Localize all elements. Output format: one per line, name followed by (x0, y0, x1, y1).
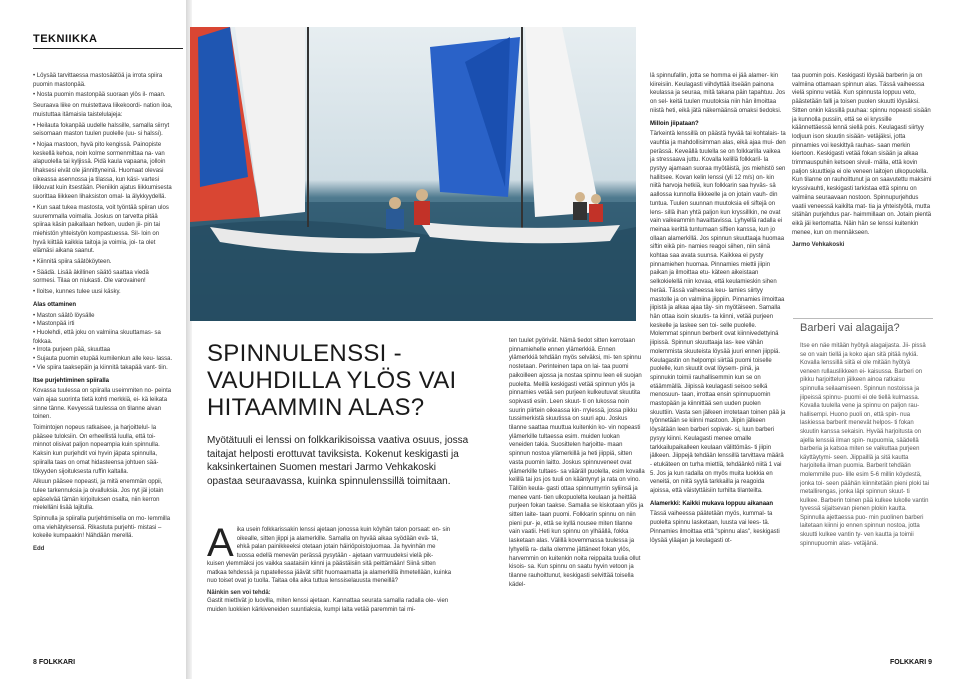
left-list-item: • Huolehdi, että joku on valmiina skuuttamas- sa fokkaa. (33, 329, 161, 345)
left-list-item: • Sujauta puomin etupää kumilenkun alle keu- lassa. (33, 356, 173, 363)
body-column-3 (509, 337, 645, 647)
left-list-item: • Mastonpää irti (33, 321, 75, 328)
column-text: ten tuulet pyörivät. Nämä tiedot sitten kerrotaan pinnamiehelle ennen ylämerkkiä. Ennen ylämerkkiä tehdään myös selväksi, mi- ten spinnu nostetaan. Perinteinen tapa on lai- taa puomi paikoilleen ajossa ja nostaa spinnu leen eli suojan puolelta. Meillä keskigasti vetää spinnun ylös ja pinnamies vetää sen purjeen kulkeutuvat skuutita sopivasti esiin. Leen skuut- ti on lukossa noin suurin piirtein oikeassa kin- rrylessä, jossa pikku tussimerkistä skuutissa on suuri apu. Joskus tilanne saattaa muuttua kuitenkin ko- vin nopeasti ylämerkille tultaessa esim. muiden luokan veneiden takia. Suosittelen harjoitte- maan spinnun nostoa ylämerkillä ja heti jiippiä, sitten vasta puomin laitto. Joskus spinnuveneet ovat ylämerkille tultaes- sa vääräll puolella, esim kovalla kelillä tai jos jos tuuli on kääntynyt ja rata on vino. Tällöin keula- gasti ottaa spinnumyrrin syliinsä ja menee vant- tien ulkopuolelta keulaan ja heittää purjeen fokan taakse. Samalla se kiskotaan ylös ja sitten laite- taan puomi. Folkkarin spinnu on niin pieni pur- je, että se kyllä nousee miten tilanne vain vaatii. Heti kun spinnu on ylhäällä, fokka lasketaan alas. Välillä kovemmassa tuulessa ja lyhyellä ra- dalla olemme jättäneet fokan ylös, harvemmin on kuitenkin noita reippaita tuulia ollut kisois- sa. Kun spinnu on saatu hyvin vetoon ja tilanne rauhoittunut, keskigasti selvittää toisella kädel- (509, 338, 645, 588)
article-lead: Myötätuuli ei lenssi on folkkarikisoissa vaativa osuus, jossa taitajat helposti erottuvat taviksista. Kokenut keskigasti ja kaksinkertainen Suomen mestari Jarmo Vehkakoski opastaa seuraavassa, kuinka spinnulenssillä toimitaan. (207, 435, 469, 487)
intro-text-2: Taitaa olla aika tuttua lenssiselauusta meneillä? (271, 578, 399, 584)
column-heading: Milloin jiipataan? (650, 120, 699, 127)
left-para: • Iloitse, kunnes tulee uusi käsky. (33, 289, 121, 296)
sailboats-illustration (190, 27, 636, 321)
brand-logo: FOLKKARI (38, 659, 76, 666)
column-text: taa puomin pois. Keskigasti löysää barberin ja on valmiina ottamaan spinnun alas. Tässä vaiheessa vielä spinnu vetää. Kun spinnusta loppuu veto, päästetään falli ja toisen puolen skuutti löysäksi. Sitten onkin kässillä puuhaa: spinnu nopeasti sisään ja kunnolla pussiin, että se ei kryssille käännettäessä lennä siellä pois. Keulagasti siirtyy lodjuun ison skuutin sisään- vetäjäksi, jotta pinnamies voi keskittyä rauhas- saan merkin kiertoon. Keskigasti vetää fokan sisään ja alkaa trimmauspuhiin ketsoen sivuil- mälla, että kovin paljon skuuttieja ei ole veneen laitojen ulkopuolella. Kun tilanne on rauhoittunut ja on saavutettu maksimi kryssivauhti, keskigasti tarkistaa että spinnu on valmiina seuraavaan nostoon. Spinnupurjehdus vaatii veneessä kaikilta mat- tia ja yhteistyötä, mutta sitähän purjehdus par- haimmillaan on. Jotain pientä eikä jäi kertomatta. Näin hän se lenssi kuitenkin menee, kun on mennäkseen. (792, 73, 932, 236)
page-number: 9 (928, 659, 933, 666)
sidebar-body: Itse en näe mitään hyötyä alagaijasta. Jii- pissä se on vain tiellä ja koko ajan sitä pitää nykiä. Kovalla lenssillä siitä ei ole mitään hyötyä veneen rullauslikkeen ei- kaisussa. Barberi on pikku harjoittelun jälkeen ainoa ratkaisu spinnulla seilaamiseen. Spinnun nostoissa ja jiipeissä spinnu- puomi ei ole tiellä kulmassa. Kovalla tuulella vene ja spinnu on paljon rau- hallisempi. Huono puoli on, että spin- nua laskiessa barberit menevät helpos- ti fokan skuutin kanssa sekaisin. Hyvää harjoitusta on ajella lenssiä ilman spin- nupuomia, säädellä barberia ja katsoa miten se vaikuttaa purjeen käyttäytymi- seen. Jiippaillä ja sitä kautta harjoitella ilman puomia. Barberit tehdään molemmille puo- lille esim 5-6 millin köydestä, jonka toi- seen päähän kiinnitetään pieni ploki tai metallirengas, jonka läpi spinnun skuut- ti kulkee. Barberin toinen pää kulkee lukolle vantin tyvessä sijaitsevan pienen plokin kautta. Spinnulla ajettaessa puo- min puolinen barberi laitetaan kiinni jo ennen spinnun nostoa, jotta skuutti kulkee vantin ty- ven kautta ja toimii spinnupuomin alas- vetäjänä. (800, 343, 930, 547)
left-para: • Heilauta fokanpää uudelle halssille, samalla siirryt seisomaan maston tuulen puolelle (uu- si halssi). (33, 122, 170, 138)
article-intro (207, 521, 452, 614)
left-para: Kovassa tuulessa on spiiralla useimmiten no- peinta vain ajaa suorinta tietä kohti merkkiä, ei- kä leikata sinne tänne. Kevyessä tuulessa on tilanne aivan toinen. (33, 388, 172, 421)
left-para: • Kiinnitä spiira säätököyteen. (33, 259, 112, 266)
drop-cap: A (207, 521, 234, 565)
sailing-photo (190, 27, 636, 321)
left-folio (33, 659, 75, 666)
left-para: • Löysää tarvittaessa mastosäätöä ja irrota spiira puomin mastonpää. (33, 73, 163, 88)
left-list-item: • Irrota purjeen pää, skuuttaa (33, 347, 111, 354)
left-para: Seuraava liike on muistettava liikekoordi- nation iloa, muistuttaa itämaisia taistelulajeja: (33, 103, 173, 118)
body-column-4 (650, 72, 786, 647)
left-heading: Itse purjehtiminen spiiralla (33, 377, 110, 384)
article-headline: SPINNULENSSI - VAUHDILLA YLÖS VAI HITAAMMIN ALAS? (207, 340, 457, 421)
column-text: Tärkeintä lenssillä on päästä hyvää tai kohtalais- ta vauhtia ja mahdollisimman alas, eikä ajaa mui- den perässä. Keveällä tuulella se on folkkarilla vaikea ja stressaava juttu. Kovalla kelillä folkkaril- la pystyy ajamaan suoraa myötäistä, jos miehistö sen hallitsee. Kovan kelin lenssi (yli 12 m/s) on- kin niitä harvoja hetkiä, kun folkkarin saa hyväs- sä aallossa kunnolla liikkeelle ja on jotain vauh- din tuntua. Tuulen suunnan muutoksia eli siftejä on lens- sillä ihan yhtä paljon kun kryssillkin, ne ovat vain vaikeammin havaittavissa. Lyhyellä radalla ei meinaa kerittä tuntumaan siftien kanssa, kun jo ollaan alamerkillä. Jos spinnun skuuttaaja huomaa siftin eikä pin- namies reagoi siihen, niin siinä kohtaa saa avata suunsa. Kaikkea ei pysty pinnamiehen huomaa. Pinnamies miettii jiipin paikan ja ilmoittaa etu- käteen aikeistaan selkokielellä niin kovaa, että keulamieskin sihen herää. Tässä vaiheessa keu- lamies siirtyy mastolle ja on valmiina jiippiin. Pinnamies ilmoittaa jiipistä ja alkaa ajaa täy- sin myötäiseen. Samalla hän ottaa isoin skuutis- ta kiinni, vetää purjeen keskelle ja laskee sen toi- selle puolelle. Molemmat spinnun berberit ovat kiinnivedettyinä jiipissä. Spinnun skuuttaaja las- kee vähän molemmista skuuteista löysää juuri ennen jiippiä. Keulagastin on helpompi siirtää puomi toiselle puolelle, kun skuutit ovat löysem- pinä, ja spinnukin toimii rauhallisemmin kun se on etäämmällä. Jiipissä keulagasti seisoo selkä menosuun- taan, irrottaa ensin spinnupuomin mastopään ja kiinnittää sen uuden puolen skuuttiin. Vasta sen jälkeen irrotetaan toinen pää ja työnnetään se kiinni mastoon. Jiipin jälkeen löysätään leen barberi sopivak- si, luun barberi pysyy kiinni. Keulagasti menee omalle tarkkailupaikalleen keulaan välittömäs- ti jiipin jälkeen. Jiippejä tehdään lenssillä tarvittava määrä - etukäteen on turha miettiä, tehdäänkö niitä 1 vai 5. Jos ja kun radalla on myös muita luokkia en veneitä, on niitä syytä tarkkailla ja reagoida ajoissa, että väistyttäisiin turhilta tilanteilta. (650, 131, 786, 495)
left-para: • Kun saat tukea mastosta, voit työntää spiiran ulos suuremmalla voimalla. Joskus on tarvetta pitää spiiraa käsin paikallaan hetken, uuden jii- pin tai miehistön yhteistyön kompastuessa. Sil- loin on hyvä kiittää kaikkia taitoja ja voimia, joi- ta olet elämäsi aikana saanut. (33, 204, 169, 255)
left-heading: Alas ottaminen (33, 301, 77, 308)
intro-subheading: Näinkin sen voi tehdä: (207, 589, 271, 596)
author-signature: Jarmo Vehkakoski (792, 242, 845, 249)
right-folio (890, 659, 932, 666)
left-page (0, 0, 186, 679)
column-text: lä spinnufallin, jotta se homma ei jää alamer- kin kiireisiin. Keulagasti viihdyttää itseään painona keulassa ja seuraa, mitä takana päin tapahtuu. Jos on sel- keitä tuulen muutoksia niin hän ilmoittaa niistä heti, eikä jätä näkemäänsä omaksi tiedoksi. (650, 73, 786, 114)
sidebar-rule (793, 318, 933, 319)
sidebar-title: Barberi vai alagaija? (800, 322, 900, 334)
column-heading: Alamerkki: Kaikki mukava loppuu aikanaan (650, 500, 774, 507)
left-list-item: • Maston säätö löysälle (33, 312, 95, 319)
left-para: • Säädä. Lisää äkillinen säätö saattaa viedä sormesi. Tilaa on niukasti. Ole varovainen! (33, 269, 149, 285)
left-signature: Edd (33, 546, 45, 553)
left-column (33, 72, 173, 556)
body-column-5 (792, 72, 932, 312)
left-para: Alkuun pääsee nopeasti, ja mitä enemmän oppii, tulee tarkennuksia ja oivalluksia. Jos nyt jäi jotain epäselvää tämän kirjoituksen osalta, niin kerron mielelläni lisää lajitulla. (33, 479, 164, 512)
section-title: TEKNIIKKA (33, 33, 98, 45)
column-text: Tässä vaiheessa päätetään myös, kummal- ta puolelta spinnu lasketaan, luusta vai lees- tä. Pinnamies ilmoittaa että "spinnu alas", keskigasti löysää yläajan ja keulagasti ot- (650, 511, 780, 544)
left-para: Spinnulla ja spiiralla purjehtimisella on mo- lemmilla oma viehätyksensä. Rikastuta purjehti- mistasi – kokeile kumpaakin! Nähdään merellä. (33, 516, 171, 540)
page-number: 8 (33, 659, 37, 666)
intro-text-3: Gastit miettivät jo luovilla, miten lenssi ajetaan. Kannattaa seurata samalla radalla ole- vien muiden luokkien kärkiveneiden suuntiaksia, kumpi laita vetää paremmin tai mi- (207, 598, 449, 613)
left-para: Toimintojen nopeus ratkaisee, ja harjoittelul- la pääsee tuloksiin. On erheellistä luulla, että toi- minnot olisivat paljon nopeampia kuin spinnulla. Kaksin kun purjehdit voi hyvin jäpata spinnulla, spiiralla taas on omat hidasteensa johtuen sää- tökyyden sijoituksesta ruffin kaltalla. (33, 425, 160, 475)
intro-text: ika usein folkkarissakin lenssi ajetaan jonossa kuin köyhän talon porsaat: en- sin oikealle, sitten jiippi ja alamerkille. Samalla on hyvää aikaa syödään evä- tä, ehkä palan painikkeeksi otetaan jotain häiriöpoistojuomaa. Ja hyvinhän me tuossa edellä menevän perässä pysytään - ajetaan varmuudeksi vielä pik- kuisen ylemmäksi jos vaikka saataisiin kiinni ja päästäisiin sitä peittämään! Siinä sitten matkaa tehdessä ja rupatellessa jäävät siftit huomaamatta ja alamerkillä ihmetellään, kuinka nuo toiset ovat jo tuolla. (207, 527, 452, 584)
left-para: • Nosta puomin mastonpää suoraan ylös il- maan. (33, 92, 166, 99)
section-rule (33, 48, 183, 49)
left-list-item: • Vie spiira taaksepäin ja kiinnitä takapää vant- tiin. (33, 364, 168, 371)
brand-logo: FOLKKARI (890, 659, 927, 666)
left-para: • Nojaa mastoon, hyvä pito kengissä. Painopiste keskellä kehoa, noin kolme sormenmittaa na- van alapuolella tai kyljissä. Pidä kaula vapaana, jolloin lihaksesi eivät ole jännittyneinä. Huomaat olevasi oikeassa asennossa ja tilassa, kun käsi- vartesi liikkuvat kuin itsestään. Pieniikin ajatus liikkumisesta suorittaa liikkeen lihaksiston omal- la älykkyydellä. (33, 141, 172, 201)
